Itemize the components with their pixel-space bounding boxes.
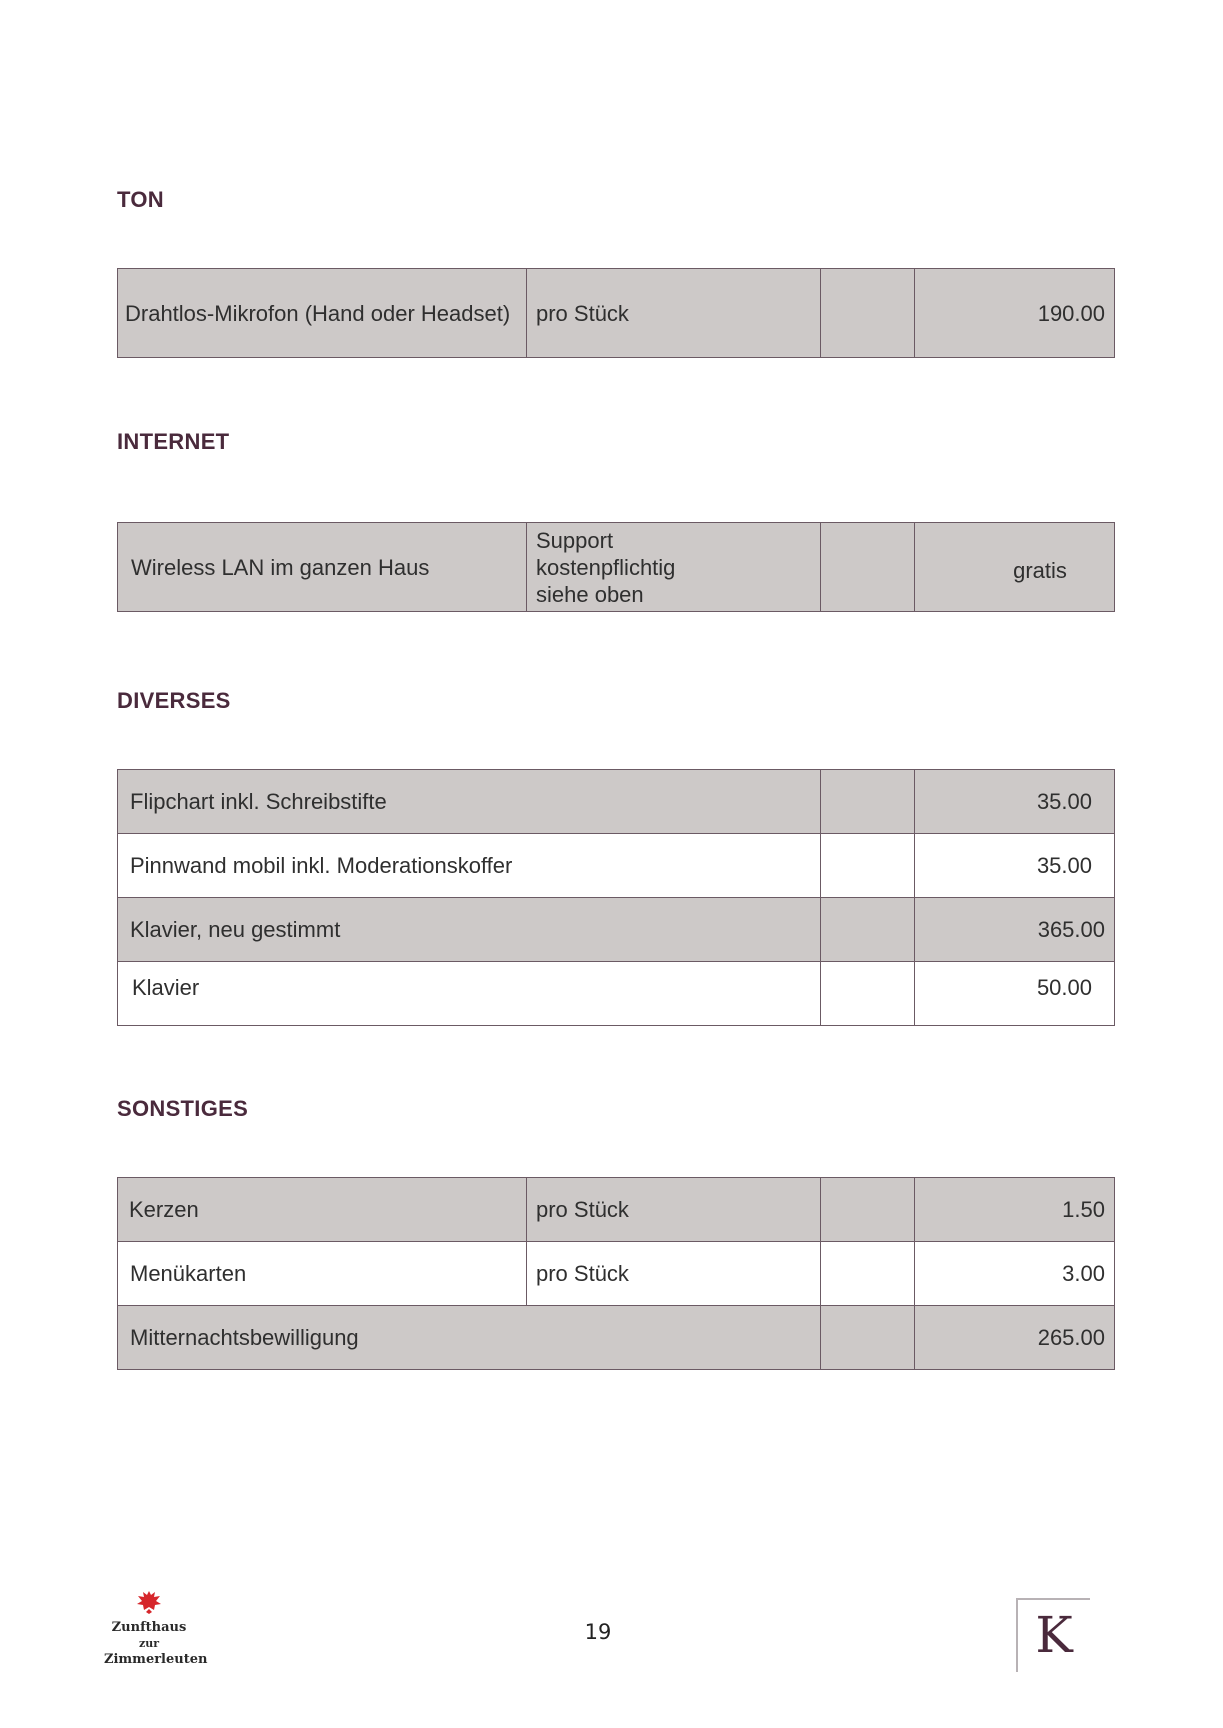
- item-unit: [527, 523, 821, 612]
- section-title-internet: INTERNET: [117, 429, 230, 454]
- item-qty: [821, 523, 915, 612]
- table-row: [118, 898, 1115, 962]
- item-price: 35.00: [915, 834, 1115, 898]
- item-unit: pro Stück: [527, 1242, 821, 1306]
- item-label: Menükarten: [118, 1242, 527, 1306]
- item-label: Klavier: [118, 962, 821, 1026]
- item-price: gratis: [915, 523, 1115, 612]
- logo-line: Zimmerleuten: [104, 1652, 208, 1667]
- page-number: 19: [584, 1620, 612, 1644]
- item-label: Wireless LAN im ganzen Haus: [118, 523, 527, 612]
- section-title-diverses: DIVERSES: [117, 688, 231, 713]
- item-qty: [821, 1178, 915, 1242]
- item-label: Pinnwand mobil inkl. Moderationskoffer: [118, 834, 821, 898]
- zunfthaus-logo: [104, 1588, 208, 1668]
- item-price: 35.00: [915, 770, 1115, 834]
- item-price: 50.00: [915, 962, 1115, 1026]
- item-label: Mitternachtsbewilligung: [118, 1306, 821, 1370]
- item-label: Kerzen: [118, 1178, 527, 1242]
- item-unit: pro Stück: [527, 1178, 821, 1242]
- table-sonstiges: [117, 1177, 1115, 1370]
- item-label: Drahtlos-Mikrofon (Hand oder Headset): [118, 269, 527, 358]
- k-logo: [1016, 1598, 1090, 1672]
- table-row: [118, 269, 1115, 358]
- table-row: [118, 1178, 1115, 1242]
- item-qty: [821, 1306, 915, 1370]
- item-qty: [821, 770, 915, 834]
- item-qty: [821, 1242, 915, 1306]
- item-label: Flipchart inkl. Schreibstifte: [118, 770, 821, 834]
- table-row: [118, 770, 1115, 834]
- unit-line: kostenpflichtig: [536, 554, 676, 580]
- item-price: 3.00: [915, 1242, 1115, 1306]
- table-row: [118, 834, 1115, 898]
- item-price: 365.00: [915, 898, 1115, 962]
- table-ton: [117, 268, 1115, 358]
- table-diverses: [117, 769, 1115, 1026]
- table-row: [118, 1242, 1115, 1306]
- k-logo-letter: K: [1035, 1606, 1073, 1664]
- logo-line: Zunfthaus: [111, 1620, 187, 1635]
- table-internet: [117, 522, 1115, 612]
- unit-line: Support: [536, 527, 614, 553]
- table-row: [118, 1306, 1115, 1370]
- item-qty: [821, 962, 915, 1026]
- table-row: [118, 523, 1115, 612]
- item-price: 265.00: [915, 1306, 1115, 1370]
- unit-line: siehe oben: [536, 581, 644, 607]
- item-label: Klavier, neu gestimmt: [118, 898, 821, 962]
- logo-line: zur: [138, 1637, 160, 1650]
- table-row: [118, 962, 1115, 1026]
- section-title-ton: TON: [117, 187, 164, 212]
- item-qty: [821, 834, 915, 898]
- item-price: 190.00: [915, 269, 1115, 358]
- eagle-crest-icon: [135, 1588, 163, 1616]
- item-qty: [821, 269, 915, 358]
- item-unit: pro Stück: [527, 269, 821, 358]
- item-price: 1.50: [915, 1178, 1115, 1242]
- section-title-sonstiges: SONSTIGES: [117, 1096, 249, 1121]
- item-qty: [821, 898, 915, 962]
